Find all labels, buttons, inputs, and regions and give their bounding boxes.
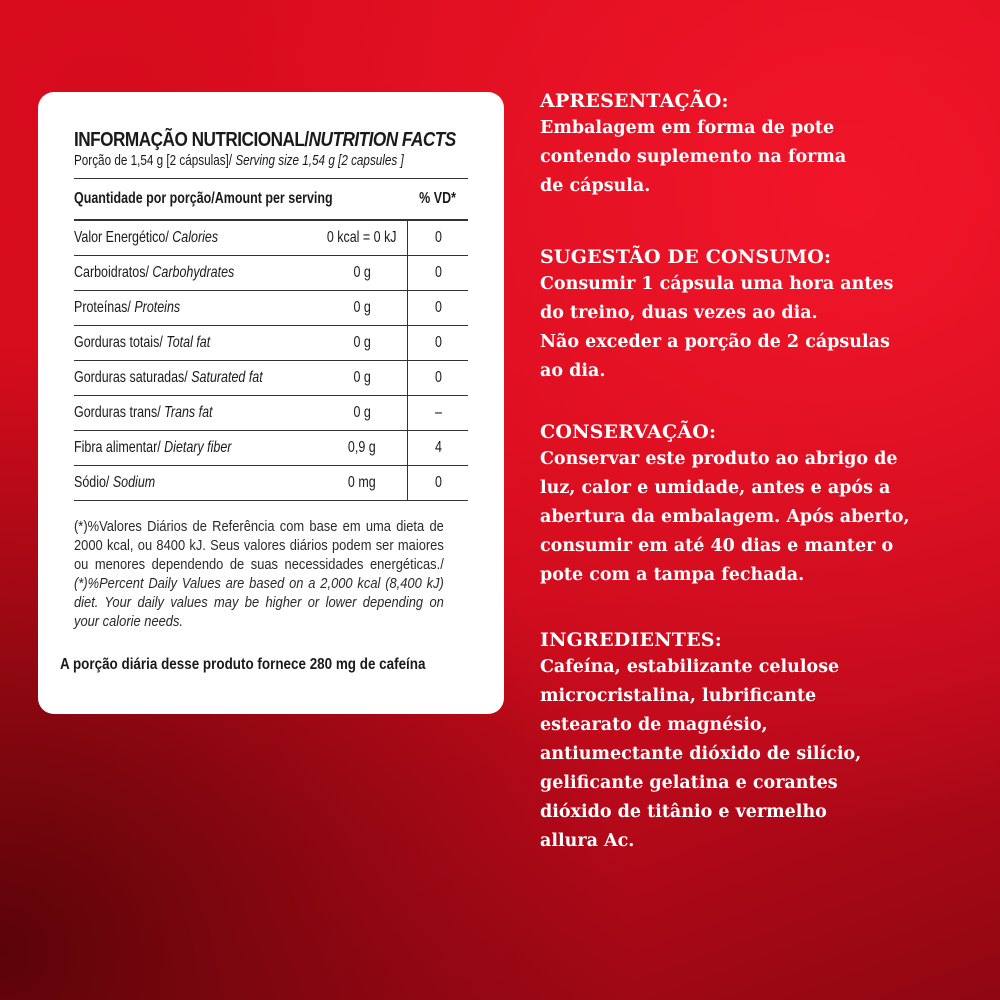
daily-values-note [74,517,444,631]
nutrient-name: Valor Energético/ Calories [74,229,219,246]
table-row [74,326,468,361]
nutrient-name: Gorduras totais/ Total fat [74,334,211,351]
nutrient-amount: 0 g [353,334,371,351]
nutrient-vd: 0 [434,474,442,491]
nutrition-title-pt: INFORMAÇÃO NUTRICIONAL/ [74,129,309,151]
table-row [74,220,468,256]
section-title: SUGESTÃO DE CONSUMO: [540,246,832,268]
section-presentation [540,88,980,201]
nutrient-vd: 0 [434,229,442,246]
section-title: APRESENTAÇÃO: [540,90,729,112]
caffeine-statement: A porção diária desse produto fornece 280 mg de cafeína [60,656,426,673]
section-title: INGREDIENTES: [540,629,722,651]
nutrition-title-en: NUTRITION FACTS [308,129,456,151]
table-row [74,361,468,396]
nutrient-name: Sódio/ Sodium [74,474,156,491]
section-storage [540,419,980,590]
header-amount: Quantidade por porção/Amount per serving [74,190,333,207]
daily-values-note-en: (*)%Percent Daily Values are based on a 2,000 kcal (8,400 kJ) diet. Your daily values may be higher or lower depending on your calorie needs. [74,575,444,630]
nutrient-name: Carboidratos/ Carbohydrates [74,264,235,281]
nutrient-vd: 0 [434,264,442,281]
section-body: Conservar este produto ao abrigo de luz, calor e umidade, antes e após a abertura da embalagem. Após aberto, consumir em até 40 dias e manter o pote com a tampa fechada. [540,449,910,585]
nutrient-amount: 0 g [353,264,371,281]
serving-size-pt: Porção de 1,54 g [2 cápsulas]/ [74,152,236,169]
table-row [74,466,468,501]
section-title: CONSERVAÇÃO: [540,421,717,443]
table-row [74,431,468,466]
table-row [74,291,468,326]
nutrient-vd: 0 [434,334,442,351]
header-vd: % VD* [419,190,457,207]
nutrient-name: Gorduras trans/ Trans fat [74,404,213,421]
section-body: Consumir 1 cápsula uma hora antes do treino, duas vezes ao dia. Não exceder a porção de 2 cápsulas ao dia. [540,274,894,381]
table-row [74,396,468,431]
daily-values-note-pt: (*)%Valores Diários de Referência com base em uma dieta de 2000 kcal, ou 8400 kJ. Seus valores diários podem ser maiores ou menores dependendo de suas necessidades energéticas./ [74,518,444,573]
nutrient-name: Fibra alimentar/ Dietary fiber [74,439,232,456]
section-body: Embalagem em forma de pote contendo suplemento na forma de cápsula. [540,118,847,196]
nutrition-facts-card [38,92,504,714]
nutrient-vd: 0 [434,369,442,386]
nutrition-table [74,178,468,501]
nutrient-amount: 0 g [353,369,371,386]
nutrient-vd: – [434,404,442,421]
section-usage [540,244,980,386]
section-body: Cafeína, estabilizante celulose microcristalina, lubrificante estearato de magnésio, antiumectante dióxido de silício, gelificante gelatina e corantes dióxido de titânio e vermelho allura Ac. [540,657,862,851]
serving-size [74,152,404,170]
nutrient-amount: 0 g [353,404,371,421]
section-ingredients [540,627,980,856]
nutrient-amount: 0 g [353,299,371,316]
nutrient-vd: 4 [434,439,442,456]
nutrient-amount: 0 kcal = 0 kJ [326,229,397,246]
nutrient-amount: 0,9 g [347,439,376,456]
nutrient-vd: 0 [434,299,442,316]
nutrient-name: Proteínas/ Proteins [74,299,181,316]
table-row [74,256,468,291]
serving-size-en: Serving size 1,54 g [2 capsules ] [235,152,404,169]
nutrient-amount: 0 mg [347,474,376,491]
nutrition-table-header [74,179,468,221]
nutrition-title [74,128,456,152]
nutrient-name: Gorduras saturadas/ Saturated fat [74,369,263,386]
